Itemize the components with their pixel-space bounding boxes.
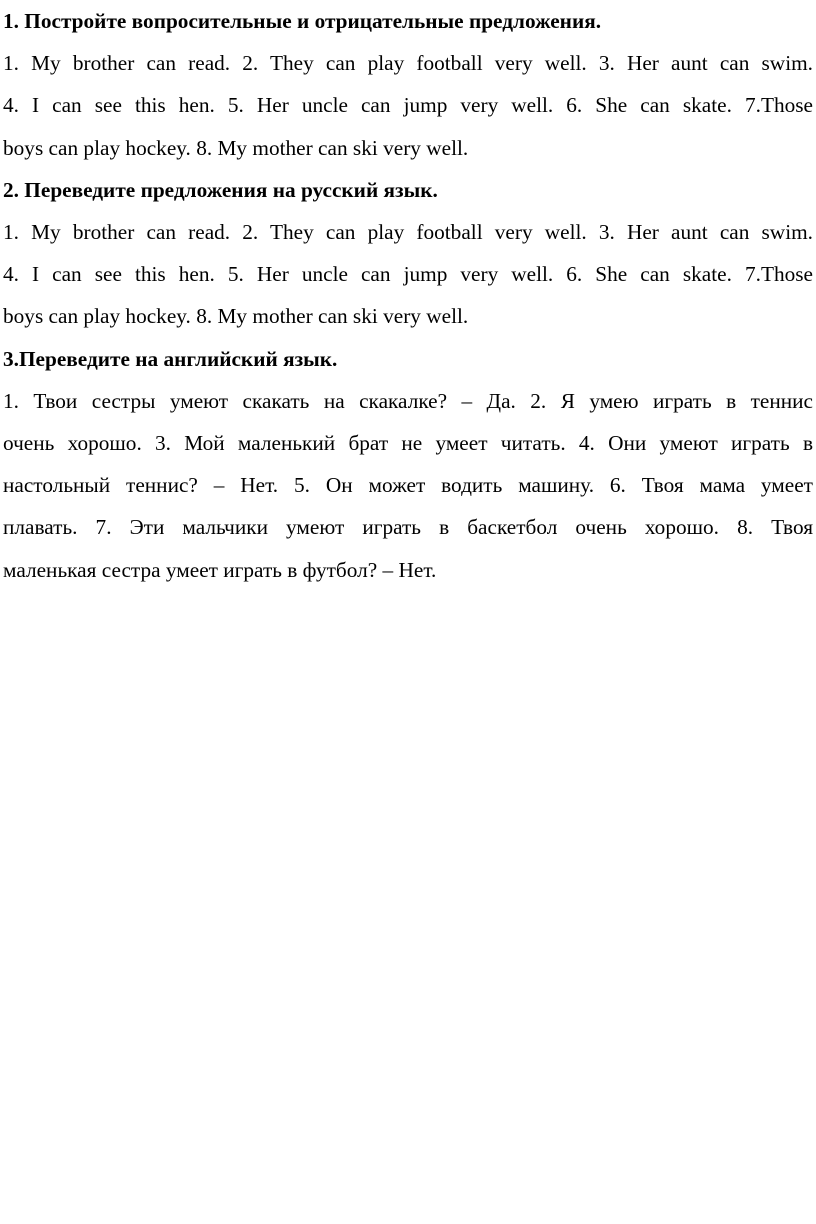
section-2: [3, 169, 813, 338]
section-3-line-1: 1. Твои сестры умеют скакать на скакалке? – Да. 2. Я умею играть в теннис: [3, 388, 813, 413]
section-2-heading: 2. Переведите предложения на русский язык.: [3, 177, 438, 202]
section-3-line-5: маленькая сестра умеет играть в футбол? – Нет.: [3, 557, 437, 582]
section-2-line-3: boys can play hockey. 8. My mother can ski very well.: [3, 304, 469, 329]
section-3-heading: 3.Переведите на английский язык.: [3, 346, 338, 371]
section-1-heading: 1. Постройте вопросительные и отрицательные предложения.: [3, 9, 602, 33]
document-body: [3, 0, 813, 591]
section-2-text: [3, 211, 813, 338]
section-3-line-4: плавать. 7. Эти мальчики умеют играть в баскетбол очень хорошо. 8. Твоя: [3, 515, 813, 540]
section-3-text: [3, 380, 813, 591]
section-1-text: [3, 42, 813, 169]
section-2-line-2: 4. I can see this hen. 5. Her uncle can jump very well. 6. She can skate. 7.Those: [3, 262, 813, 287]
section-3-line-2: очень хорошо. 3. Мой маленький брат не умеет читать. 4. Они умеют играть в: [3, 431, 813, 456]
section-1-line-1: 1. My brother can read. 2. They can play football very well. 3. Her aunt can swim.: [3, 51, 813, 76]
section-1-line-2: 4. I can see this hen. 5. Her uncle can jump very well. 6. She can skate. 7.Those: [3, 93, 813, 118]
section-1-line-3: boys can play hockey. 8. My mother can ski very well.: [3, 135, 469, 160]
section-3-line-3: настольный теннис? – Нет. 5. Он может водить машину. 6. Твоя мама умеет: [3, 473, 813, 498]
section-2-line-1: 1. My brother can read. 2. They can play football very well. 3. Her aunt can swim.: [3, 220, 813, 245]
section-3: [3, 338, 813, 591]
section-1: [3, 0, 813, 169]
